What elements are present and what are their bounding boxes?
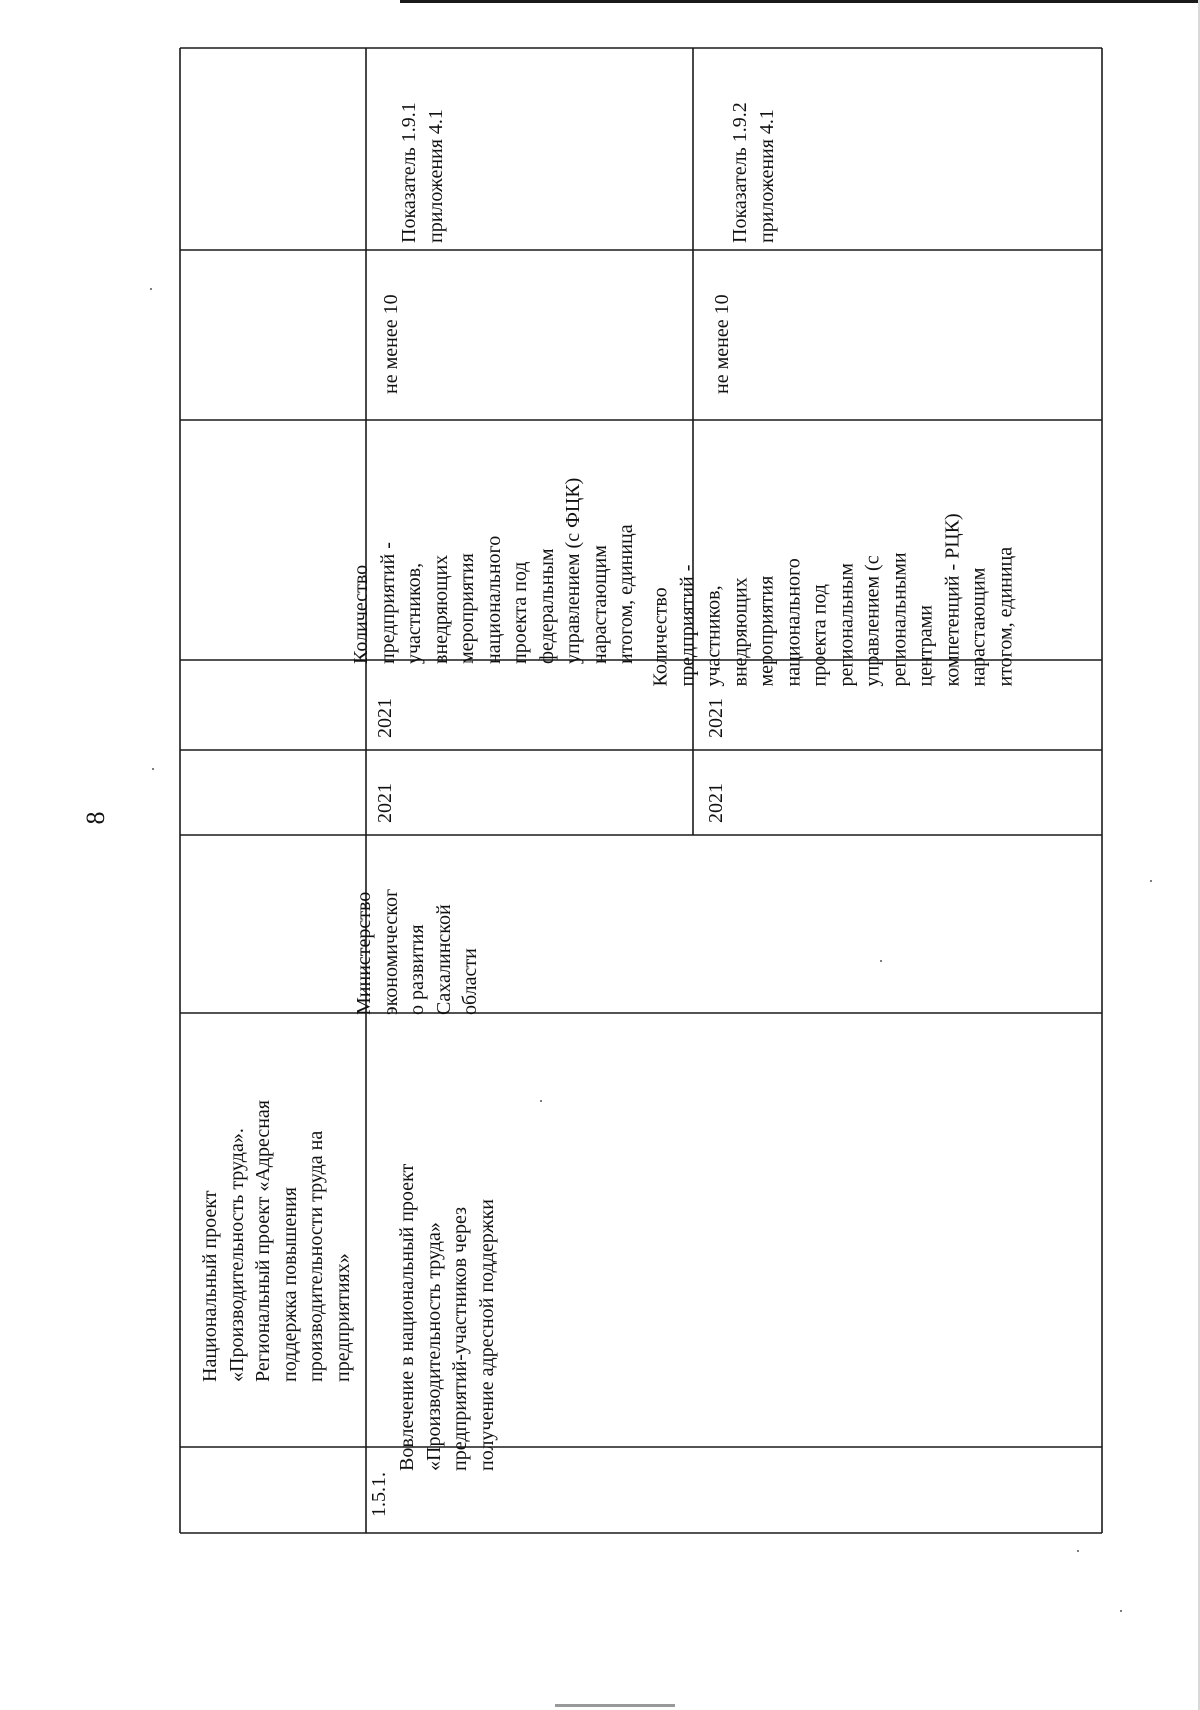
cell-indicator-reference-2: Показатель 1.9.2 приложения 4.1 xyxy=(729,102,778,243)
cell-end-year-2: 2021 xyxy=(705,698,727,738)
scan-speck xyxy=(1150,880,1152,882)
scan-speck xyxy=(150,288,152,290)
page-top-border xyxy=(400,0,1200,3)
scan-speck xyxy=(880,960,882,962)
cell-start-year-2: 2021 xyxy=(705,783,727,823)
cell-end-year-1: 2021 xyxy=(374,698,396,738)
scan-speck xyxy=(1120,1610,1122,1612)
cell-indicator-reference-1: Показатель 1.9.1 приложения 4.1 xyxy=(398,102,447,243)
cell-indicator-description-1: Количество предприятий - участников, внедряющих мероприятия национального проекта под федеральным управлением (с ФЦК) нарастающим итогом, единица xyxy=(350,477,637,664)
scan-speck xyxy=(152,768,154,770)
scan-mark xyxy=(555,1704,675,1707)
cell-start-year-1: 2021 xyxy=(374,783,396,823)
cell-target-value-1: не менее 10 xyxy=(380,294,402,394)
scan-speck xyxy=(1077,1550,1079,1552)
scan-speck xyxy=(540,1100,542,1102)
cell-activity-description: Вовлечение в национальный проект «Производительность труда» предприятий-участников через получение адресной поддержки xyxy=(396,1163,498,1471)
cell-indicator-description-2: Количество предприятий - участников, внедряющих мероприятия национального проекта под региональным управлением (с региональными центрами компетенций - РЦК) нарастающим итогом, единица xyxy=(649,513,1016,687)
page-number: 8 xyxy=(81,811,110,825)
cell-row-number: 1.5.1. xyxy=(368,1472,390,1517)
cell-responsible-executor: Министерство экономическог о развития Сахалинской области xyxy=(353,888,481,1015)
cell-target-value-2: не менее 10 xyxy=(711,294,733,394)
cell-project-title: Национальный проект «Производительность труда». Региональный проект «Адресная поддержка повышения производительности труда на предприятиях» xyxy=(199,1099,354,1382)
